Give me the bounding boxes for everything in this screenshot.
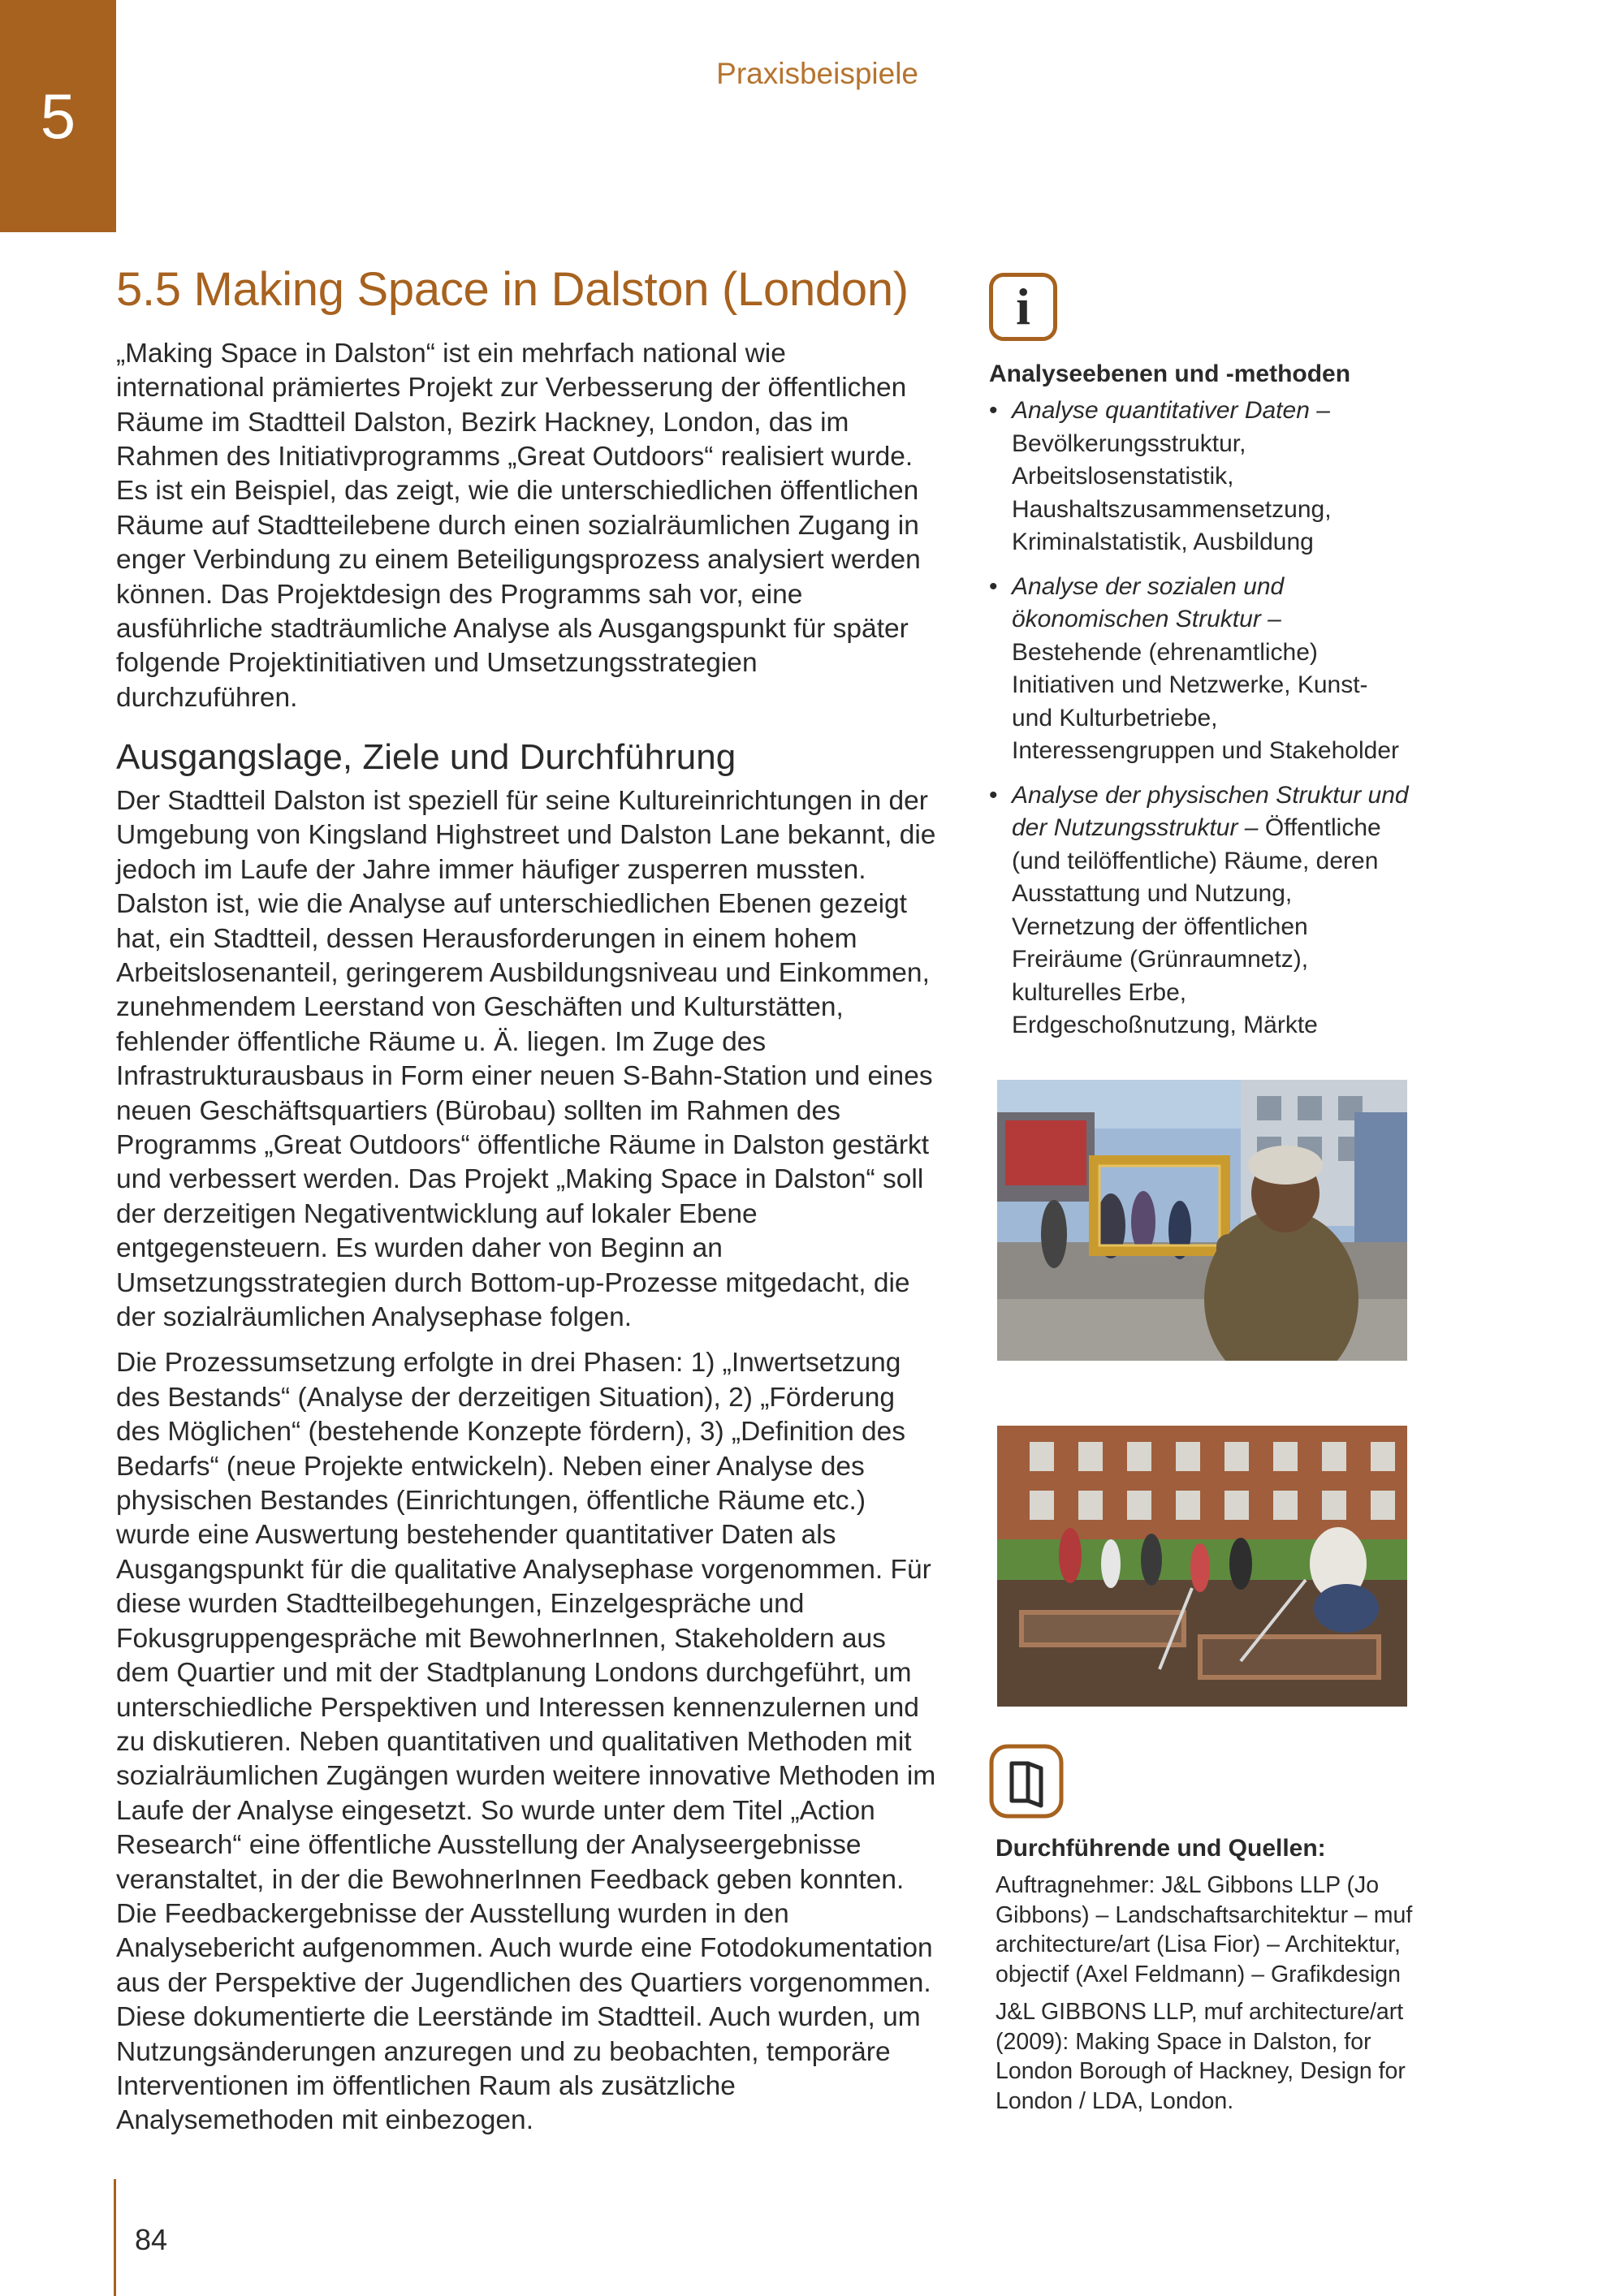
sources-heading: Durchführende und Quellen: (996, 1835, 1326, 1862)
section-subheading: Ausgangslage, Ziele und Durchführung (116, 737, 736, 778)
method-text: Bevölkerungsstruktur, Arbeitslosenstatistik, Haushaltszusammensetzung, Kriminalstatistik, Ausbildung (1012, 429, 1332, 555)
chapter-tab (0, 0, 116, 232)
list-item (989, 395, 1411, 559)
body-paragraph-1: Der Stadtteil Dalston ist speziell für seine Kultureinrichtungen in der Umgebung von Kingsland Highstreet und Dalston Lane bekannt, die jedoch im Laufe der Jahre immer häufiger zusperren mussten. Dalston ist, wie die Analyse auf unterschiedlichen Ebenen gezeigt hat, ein Stadtteil, dessen Herausforderungen in einem hohem Arbeitslosenanteil, geringerem Ausbildungsniveau und Einkommen, zunehmendem Leerstand von Geschäften und Kulturstätten, fehlender öffentliche Räume u. Ä. liegen. Im Zuge des Infrastrukturausbaus in Form einer neuen S-Bahn-Station und eines neuen Geschäftsquartiers (Bürobau) sollten im Rahmen des Programms „Great Outdoors“ öffentliche Räume in Dalston gestärkt und verbessert werden. Das Projekt „Making Space in Dalston“ soll der derzeitigen Negativentwicklung auf lokaler Ebene entgegensteuern. Es wurden daher von Beginn an Umsetzungsstrategien durch Bottom-up-Prozesse mitgedacht, die der sozialräumlichen Analysephase folgen. (116, 785, 936, 1333)
method-title: Analyse der sozialen und ökonomischen Struktur – (1012, 572, 1285, 632)
method-text: Öffentliche (und teilöffentliche) Räume, deren Ausstattung und Nutzung, Vernetzung der öffentlichen Freiräume (Grünraumnetz), kulturelles Erbe, Erdgeschoßnutzung, Märkte (1012, 814, 1381, 1038)
sources-contractor: Auftragnehmer: J&L Gibbons LLP (Jo Gibbons) – Landschaftsarchitektur – muf architecture/art (Lisa Fior) – Architektur, objectif (Axel Feldmann) – Grafikdesign (996, 1872, 1413, 1987)
method-title: Analyse der physischen Struktur und der Nutzungsstruktur – (1012, 781, 1409, 841)
method-text: Bestehende (ehrenamtliche) Initiativen und Netzwerke, Kunst- und Kulturbetriebe, Interessengruppen und Stakeholder (1012, 638, 1400, 764)
info-sidebar (989, 273, 1411, 1054)
main-column (116, 263, 936, 2138)
page-number: 84 (135, 2223, 168, 2256)
photo-community-garden-image (997, 1426, 1407, 1707)
photo-community-garden (997, 1426, 1407, 1707)
footer-rule (114, 2179, 116, 2296)
book-icon-svg (989, 1744, 1064, 1819)
sources-block (996, 1835, 1418, 2124)
photo-market-frame-image (997, 1080, 1407, 1361)
list-item (989, 571, 1411, 768)
intro-paragraph: „Making Space in Dalston“ ist ein mehrfach national wie international prämiertes Projekt zur Verbesserung der öffentlichen Räume im Stadtteil Dalston, Bezirk Hackney, London, das im Rahmen des Initiativprogramms „Great Outdoors“ realisiert wurde. Es ist ein Beispiel, das zeigt, wie die unterschiedlichen öffentlichen Räume auf Stadtteilebene durch einen sozialräumlichen Zugang in enger Verbindung zu einem Beteiligungsprozess analysiert werden können. Das Projektdesign des Programms sah vor, eine ausführliche stadträumliche Analyse als Ausgangspunkt für später folgende Projektinitiativen und Umsetzungsstrategien durchzuführen. (116, 338, 921, 713)
methods-list (989, 395, 1411, 1042)
section-label: Praxisbeispiele (716, 57, 918, 90)
body-paragraph-2: Die Prozessumsetzung erfolgte in drei Phasen: 1) „Inwertsetzung des Bestands“ (Analyse der derzeitigen Situation), 2) „Förderung des Möglichen“ (bestehende Konzepte fördern), 3) „Definition des Bedarfs“ (neue Projekte entwickeln). Neben einer Analyse des physischen Bestandes (Einrichtungen, öffentliche Räume etc.) wurde eine Auswertung bestehender quantitativer Daten als Ausgangspunkt für die qualitative Analysephase vorgenommen. Für diese wurden Stadtteilbegehungen, Einzelgespräche und Fokusgruppengespräche mit BewohnerInnen, Stakeholdern aus dem Quartier und mit der Stadtplanung Londons durchgeführt, um unterschiedliche Perspektiven und Interessen kennenzulernen und zu diskutieren. Neben quantitativen und qualitativen Methoden mit sozialräumlichen Zugängen wurden weitere innovative Methoden im Laufe der Analyse eingesetzt. So wurde unter dem Titel „Action Research“ eine öffentliche Ausstellung der Analyseergebnisse veranstaltet, in der die BewohnerInnen Feedback geben konnten. Die Feedbackergebnisse der Ausstellung wurden in den Analysebericht aufgenommen. Auch wurde eine Fotodokumentation aus der Perspektive der Jugendlichen des Quartiers vorgenommen. Diese dokumentierte die Leerstände im Stadtteil. Auch wurden, um Nutzungsänderungen anzuregen und zu beobachten, temporäre Interventionen im öffentlichen Raum als zusätzliche Analysemethoden mit einbezogen. (116, 1348, 936, 2136)
book-icon (989, 1744, 1064, 1823)
info-icon (989, 273, 1057, 341)
chapter-number: 5 (40, 80, 76, 152)
info-icon-glyph: i (1016, 278, 1030, 335)
sources-reference: J&L GIBBONS LLP, muf architecture/art (2009): Making Space in Dalston, for London Borough of Hackney, Design for London / LDA, London. (996, 1999, 1406, 2114)
methods-heading: Analyseebenen und -methoden (989, 360, 1351, 387)
list-item (989, 779, 1411, 1042)
page-title: 5.5 Making Space in Dalston (London) (116, 263, 909, 316)
photo-market-frame (997, 1080, 1407, 1361)
method-title: Analyse quantitativer Daten – (1012, 397, 1330, 424)
